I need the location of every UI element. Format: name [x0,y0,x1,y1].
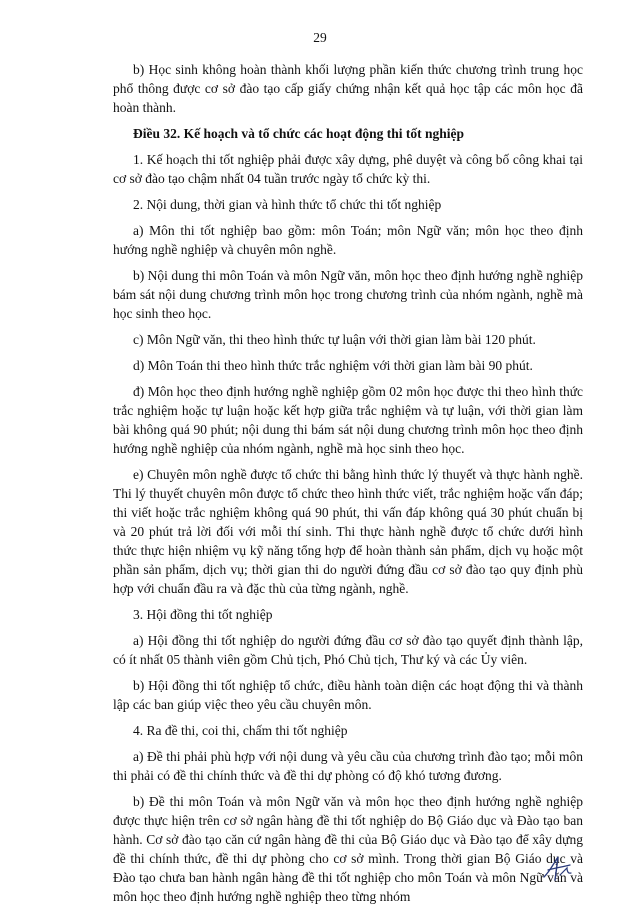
article-heading: Điều 32. Kế hoạch và tổ chức các hoạt động thi tốt nghiệp [133,126,464,141]
paragraph: a) Môn thi tốt nghiệp bao gồm: môn Toán; môn Ngữ văn; môn học theo định hướng nghề nghiệp và chuyên môn nghề. [113,223,583,257]
paragraph: b) Nội dung thi môn Toán và môn Ngữ văn, môn học theo định hướng nghề nghiệp bám sát nội dung chương trình môn học trong chương trình của nhóm ngành, nghề mà học sinh theo học. [113,268,583,321]
document-body [113,60,583,913]
paragraph: 2. Nội dung, thời gian và hình thức tổ chức thi tốt nghiệp [133,197,442,212]
paragraph: d) Môn Toán thi theo hình thức trắc nghiệm với thời gian làm bài 90 phút. [133,358,533,373]
paragraph: 1. Kế hoạch thi tốt nghiệp phải được xây dựng, phê duyệt và công bố công khai tại cơ sở đào tạo chậm nhất 04 tuần trước ngày tổ chức kỳ thi. [113,152,583,186]
paragraph: đ) Môn học theo định hướng nghề nghiệp gồm 02 môn học được thi theo hình thức trắc nghiệm hoặc tự luận hoặc kết hợp giữa trắc nghiệm và tự luận, với thời gian làm bài không quá 90 phút; nội dung thi bám sát nội dung chương trình môn học theo định hướng nghề nghiệp của nhóm ngành, nghề mà học sinh theo học. [113,384,583,456]
paragraph: a) Đề thi phải phù hợp với nội dung và yêu cầu của chương trình đào tạo; mỗi môn thi phải có đề thi chính thức và đề thi dự phòng có độ khó tương đương. [113,749,583,783]
paragraph: 3. Hội đồng thi tốt nghiệp [133,607,273,622]
signature-icon [540,853,574,883]
paragraph: c) Môn Ngữ văn, thi theo hình thức tự luận với thời gian làm bài 120 phút. [133,332,536,347]
paragraph: b) Đề thi môn Toán và môn Ngữ văn và môn học theo định hướng nghề nghiệp được thực hiện trên cơ sở ngân hàng đề thi tốt nghiệp do Bộ Giáo dục và Đào tạo ban hành. Cơ sở đào tạo căn cứ ngân hàng đề thi của Bộ Giáo dục và Đào tạo để xây dựng đề thi chính thức, đề thi dự phòng cho cơ sở mình. Trong thời gian Bộ Giáo dục và Đào tạo chưa ban hành ngân hàng đề thi tốt nghiệp cho môn Toán và môn Ngữ văn và môn học theo định hướng nghề nghiệp theo từng nhóm [113,794,583,904]
paragraph: a) Hội đồng thi tốt nghiệp do người đứng đầu cơ sở đào tạo quyết định thành lập, có ít nhất 05 thành viên gồm Chủ tịch, Phó Chủ tịch, Thư ký và các Ủy viên. [113,633,583,667]
paragraph: e) Chuyên môn nghề được tổ chức thi bằng hình thức lý thuyết và thực hành nghề. Thi lý thuyết chuyên môn được tổ chức theo hình thức viết, trắc nghiệm hoặc vấn đáp; thi viết hoặc trắc nghiệm không quá 90 phút, thi vấn đáp không quá 30 phút chuẩn bị và 20 phút trả lời đối với mỗi thí sinh. Thi thực hành nghề được tổ chức dưới hình thức thực hiện nhiệm vụ kỹ năng tổng hợp để hoàn thành sản phẩm, dịch vụ hoặc một phần sản phẩm, dịch vụ; thời gian thi do người đứng đầu cơ sở đào tạo quy định phù hợp với chuẩn đầu ra và đặc thù của từng ngành, nghề. [113,467,583,596]
page-number: 29 [313,30,327,45]
paragraph: 4. Ra đề thi, coi thi, chấm thi tốt nghiệp [133,723,348,738]
paragraph: b) Học sinh không hoàn thành khối lượng phần kiến thức chương trình trung học phổ thông được cơ sở đào tạo cấp giấy chứng nhận kết quả học tập các môn học đã hoàn thành. [113,62,583,115]
paragraph: b) Hội đồng thi tốt nghiệp tổ chức, điều hành toàn diện các hoạt động thi và thành lập các ban giúp việc theo yêu cầu chuyên môn. [113,678,583,712]
